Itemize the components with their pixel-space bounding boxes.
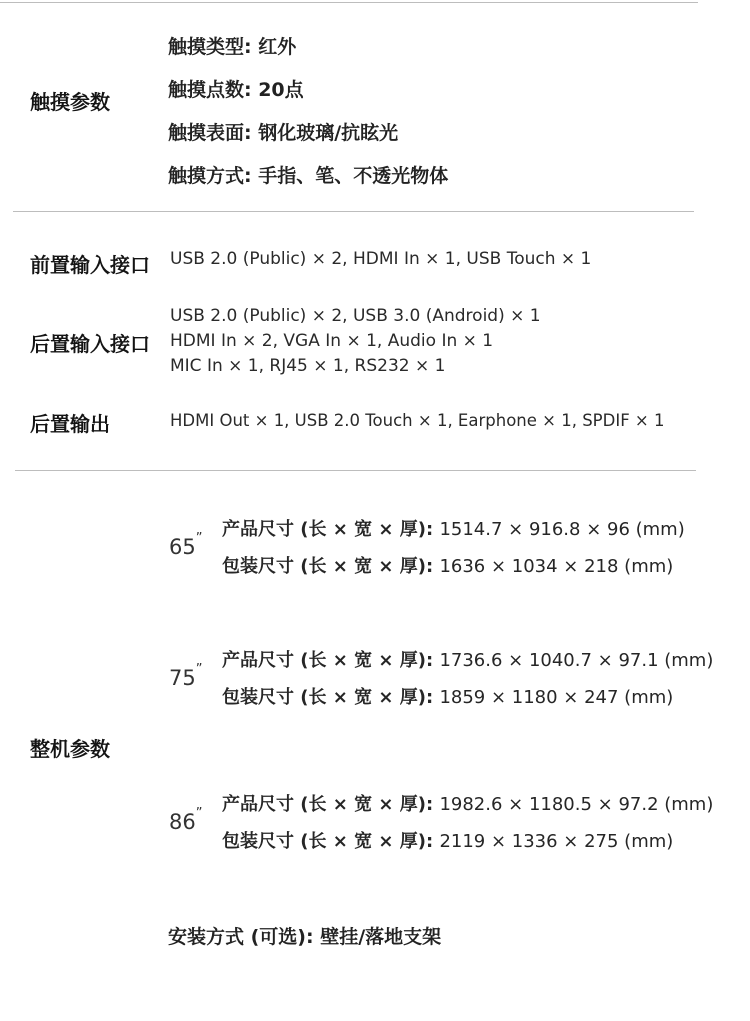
rear-input-line-3: MIC In × 1, RJ45 × 1, RS232 × 1 [170,356,446,376]
install-method: 安装方式 (可选): 壁挂/落地支架 [168,926,442,948]
size-65-label: 65” [169,531,203,559]
size-65-package: 包装尺寸 (长 × 宽 × 厚): 1636 × 1034 × 218 (mm) [222,556,674,577]
size-75-product: 产品尺寸 (长 × 宽 × 厚): 1736.6 × 1040.7 × 97.1 (mm) [222,650,714,671]
size-86-label: 86” [169,806,203,834]
size-75-label: 75” [169,662,203,690]
top-divider [0,2,698,3]
size-86-package: 包装尺寸 (长 × 宽 × 厚): 2119 × 1336 × 275 (mm) [222,831,674,852]
touch-points-row: 触摸点数: 20点 [168,79,304,101]
size-65-product: 产品尺寸 (长 × 宽 × 厚): 1514.7 × 916.8 × 96 (mm) [222,519,685,540]
front-input-value: USB 2.0 (Public) × 2, HDMI In × 1, USB Touch × 1 [170,249,592,269]
size-75-package: 包装尺寸 (长 × 宽 × 厚): 1859 × 1180 × 247 (mm) [222,687,674,708]
front-input-title: 前置输入接口 [30,253,150,277]
rear-output-value: HDMI Out × 1, USB 2.0 Touch × 1, Earphone × 1, SPDIF × 1 [170,411,665,430]
machine-section-title: 整机参数 [30,737,110,761]
rear-input-title: 后置输入接口 [30,332,150,356]
size-86-product: 产品尺寸 (长 × 宽 × 厚): 1982.6 × 1180.5 × 97.2 (mm) [222,794,714,815]
rear-output-title: 后置输出 [30,412,110,436]
touch-surface-row: 触摸表面: 钢化玻璃/抗眩光 [168,122,399,144]
touch-method-row: 触摸方式: 手指、笔、不透光物体 [168,165,449,187]
touch-type-row: 触摸类型: 红外 [168,36,297,58]
touch-section-title: 触摸参数 [30,90,110,114]
divider-1 [13,211,694,212]
rear-input-line-2: HDMI In × 2, VGA In × 1, Audio In × 1 [170,331,494,351]
rear-input-line-1: USB 2.0 (Public) × 2, USB 3.0 (Android) × 1 [170,306,541,326]
divider-2 [15,470,696,471]
